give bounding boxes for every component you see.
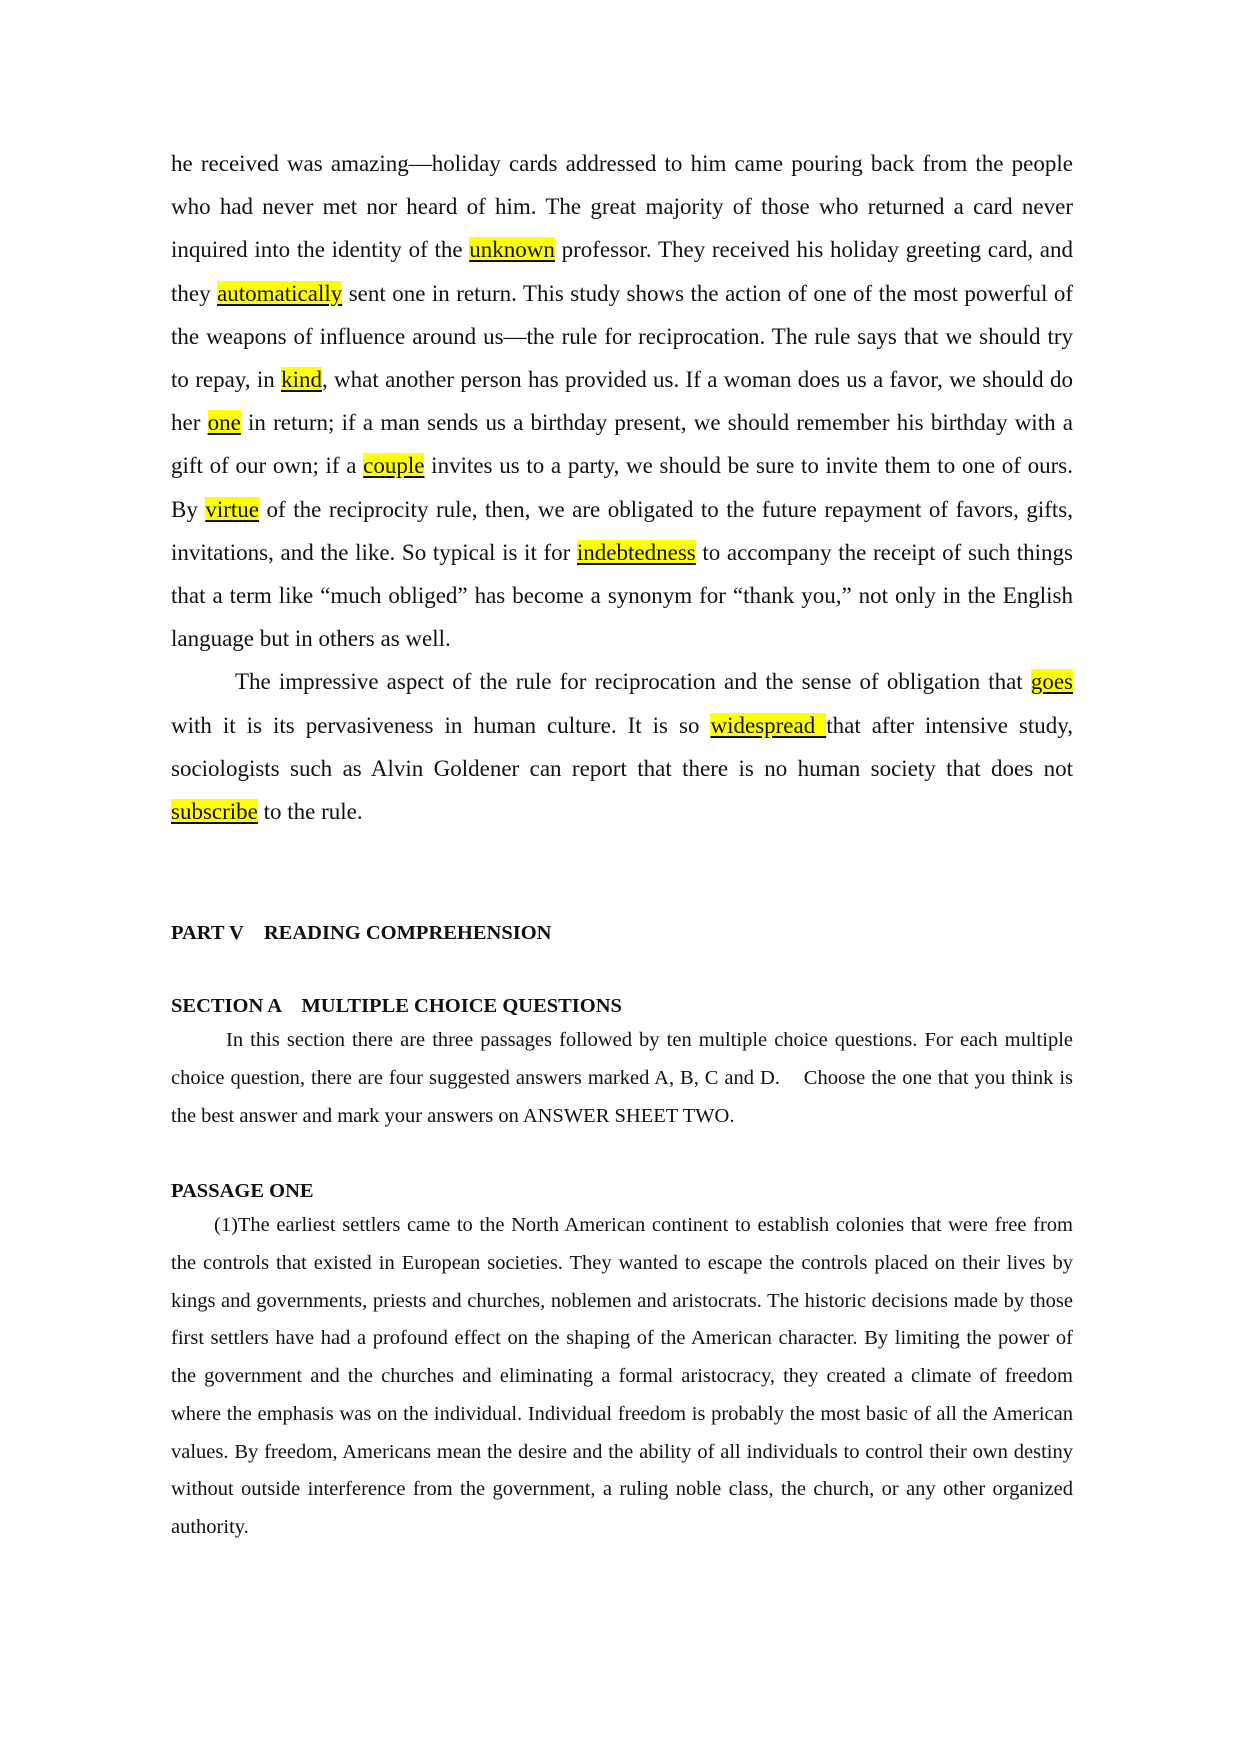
part-heading: PART V READING COMPREHENSION bbox=[171, 922, 552, 945]
highlighted-word: virtue bbox=[205, 496, 260, 522]
passage-paragraph-1: he received was amazing—holiday cards addressed to him came pouring back from the people who had never met nor heard of him. The great majority of those who returned a card never inquired into the identity of the unknown professor. They received his holiday greeting card, and they automatically sent one in return. This study shows the action of one of the most powerful of the weapons of influence around us—the rule for reciprocation. The rule says that we should try to repay, in kind, what another person has provided us. If a woman does us a favor, we should do her one in return; if a man sends us a birthday present, we should remember his birthday with a gift of our own; if a couple invites us to a party, we should be sure to invite them to one of ours. By virtue of the reciprocity rule, then, we are obligated to the future repayment of favors, gifts, invitations, and the like. So typical is it for indebtedness to accompany the receipt of such things that a term like “much obliged” has become a synonym for “thank you,” not only in the English language but in others as well. bbox=[171, 151, 1074, 652]
highlighted-word: kind bbox=[281, 367, 322, 393]
highlighted-word: couple bbox=[363, 453, 425, 479]
highlighted-word: automatically bbox=[217, 280, 343, 306]
section-heading: SECTION A MULTIPLE CHOICE QUESTIONS bbox=[171, 995, 622, 1018]
highlighted-word: indebtedness bbox=[576, 539, 696, 565]
highlighted-word: one bbox=[207, 410, 241, 436]
passage-one-paragraph-1: (1)The earliest settlers came to the North American continent to establish colonies that were free from the controls that existed in European societies. They wanted to escape the controls placed on their lives by kings and governments, priests and churches, noblemen and aristocrats. The historic decisions made by those first settlers have had a profound effect on the shaping of the American character. By limiting the power of the government and the churches and eliminating a formal aristocracy, they created a climate of freedom where the emphasis was on the individual. Individual freedom is probably the most basic of all the American values. By freedom, Americans mean the desire and the ability of all individuals to control their own destiny without outside interference from the government, a ruling noble class, the church, or any other organized authority. bbox=[171, 1214, 1073, 1538]
passage-paragraph-2: The impressive aspect of the rule for reciprocation and the sense of obligation that goes with it is its pervasiveness in human culture. It is so widespread that after intensive study, sociologists such as Alvin Goldener can report that there is no human society that does not subscribe to the rule. bbox=[171, 669, 1073, 825]
highlighted-word: subscribe bbox=[171, 799, 258, 825]
highlighted-word: widespread bbox=[710, 712, 827, 738]
section-instructions: In this section there are three passages followed by ten multiple choice questions. For each multiple choice question, there are four suggested answers marked A, B, C and D. Choose the one that you think is the best answer and mark your answers on ANSWER SHEET TWO. bbox=[171, 1029, 1079, 1127]
document-page bbox=[171, 142, 1079, 1547]
highlighted-word: goes bbox=[1030, 669, 1073, 695]
highlighted-word: unknown bbox=[469, 237, 555, 263]
passage-one-heading: PASSAGE ONE bbox=[171, 1180, 314, 1203]
